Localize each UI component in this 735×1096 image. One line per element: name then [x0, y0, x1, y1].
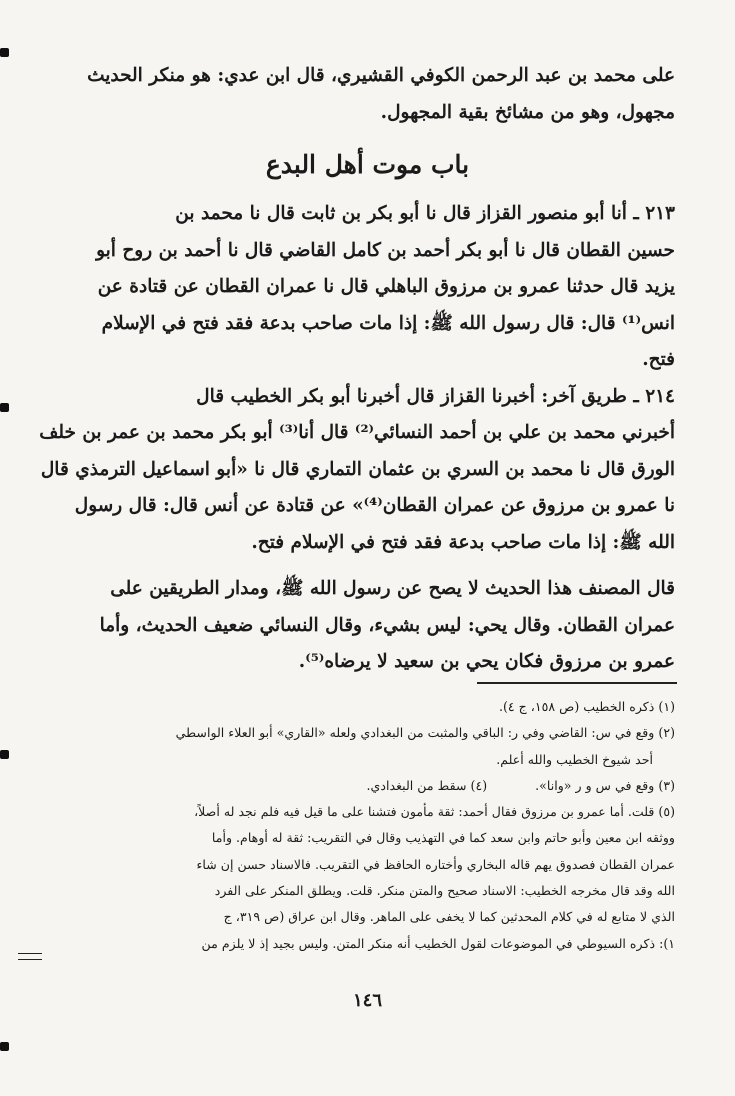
scan-margin-mark — [0, 750, 9, 759]
text-line: انس⁽¹⁾ قال: قال رسول الله ﷺ: إذا مات صاحب بدعة فقد فتح في الإسلام — [101, 312, 675, 334]
text-line: ٢١٣ ـ أنا أبو منصور القزاز قال نا أبو بكر بن ثابت قال نا محمد بن — [175, 203, 675, 224]
page-number: ١٤٦ — [352, 990, 382, 1011]
intro-paragraph — [75, 58, 675, 131]
hadith-body — [39, 196, 675, 681]
footnote-line: عمران القطان فصدوق يهم قاله البخاري وأختاره الحافظ في التقريب. فالاسناد حسن إن شاء — [196, 856, 675, 872]
scan-margin-mark — [0, 1042, 9, 1051]
scan-margin-mark — [0, 48, 9, 57]
footnote-line: (٣) وقع في س و ر «وانا». (٤) سقط من البغدادي. — [366, 777, 675, 793]
footnote-line: ووثقه ابن معين وأبو حاتم وابن سعد كما في التهذيب وقال في التقريب: ثقة له أوهام. وأما — [211, 830, 675, 846]
text-line: فتح. — [642, 349, 675, 370]
chapter-title: باب موت أهل البدع — [265, 150, 470, 179]
footnote-line: الله وقد قال مخرجه الخطيب: الاسناد صحيح والمتن منكر. قلت. ويطلق المنكر على الفرد — [214, 883, 675, 899]
footnotes — [75, 694, 675, 957]
footnote-separator — [477, 682, 677, 684]
text-line: الله ﷺ: إذا مات صاحب بدعة فقد فتح في الإسلام فتح. — [251, 531, 675, 553]
continuation-mark — [18, 953, 42, 960]
scan-margin-mark — [0, 403, 9, 412]
text-line: مجهول، وهو من مشائخ بقية المجهول. — [380, 101, 675, 123]
footnote-line: (٢) وقع في س: القاضي وفي ر: الباقي والمثبت من البغدادي ولعله «القاري» أبو العلاء الواسطي — [175, 725, 675, 741]
text-line: قال المصنف هذا الحديث لا يصح عن رسول الله ﷺ، ومدار الطريقين على — [110, 578, 675, 599]
text-line: نا عمرو بن مرزوق عن عمران القطان⁽⁴⁾» عن قتادة عن أنس قال: قال رسول — [74, 495, 675, 516]
text-line: يزيد قال حدثنا عمرو بن مرزوق الباهلي قال نا عمران القطان عن قتادة عن — [97, 276, 675, 297]
text-line: عمرو بن مرزوق فكان يحي بن سعيد لا يرضاه⁽⁵⁾. — [298, 651, 675, 672]
footnote-line: (٥) قلت. أما عمرو بن مرزوق فقال أحمد: ثقة مأمون فتشنا على ما قيل فيه فلم نجد له أصلاً، — [194, 804, 675, 820]
text-line: على محمد بن عبد الرحمن الكوفي القشيري، قال ابن عدي: هو منكر الحديث — [87, 65, 675, 86]
text-line: عمران القطان. وقال يحي: ليس بشيء، وقال النسائي ضعيف الحديث، وأما — [99, 614, 675, 636]
text-line: حسين القطان قال نا أبو بكر أحمد بن كامل القاضي قال نا أحمد بن روح أبو — [96, 239, 675, 261]
text-line: ٢١٤ ـ طريق آخر: أخبرنا القزاز قال أخبرنا أبو بكر الخطيب قال — [196, 385, 675, 407]
footnote-line: ١): ذكره السيوطي في الموضوعات لقول الخطيب أنه منكر المتن. وليس بجيد إذ لا يلزم من — [201, 935, 675, 951]
text-line: أخبرني محمد بن علي بن أحمد النسائي⁽²⁾ قال أنا⁽³⁾ أبو بكر محمد بن عمر بن خلف — [39, 422, 675, 443]
footnote-line: أحد شيوخ الخطيب والله أعلم. — [496, 751, 653, 767]
text-line: الورق قال نا محمد بن السري بن عثمان التماري قال نا «أبو اسماعيل الترمذي قال — [40, 458, 675, 480]
footnote-line: الذي لا متابع له في كلام المحدثين كما لا يخفى على الماهر. وقال ابن عراق (ص ٣١٩، ج — [223, 909, 675, 925]
footnote-line: (١) ذكره الخطيب (ص ١٥٨، ج ٤). — [498, 699, 675, 714]
